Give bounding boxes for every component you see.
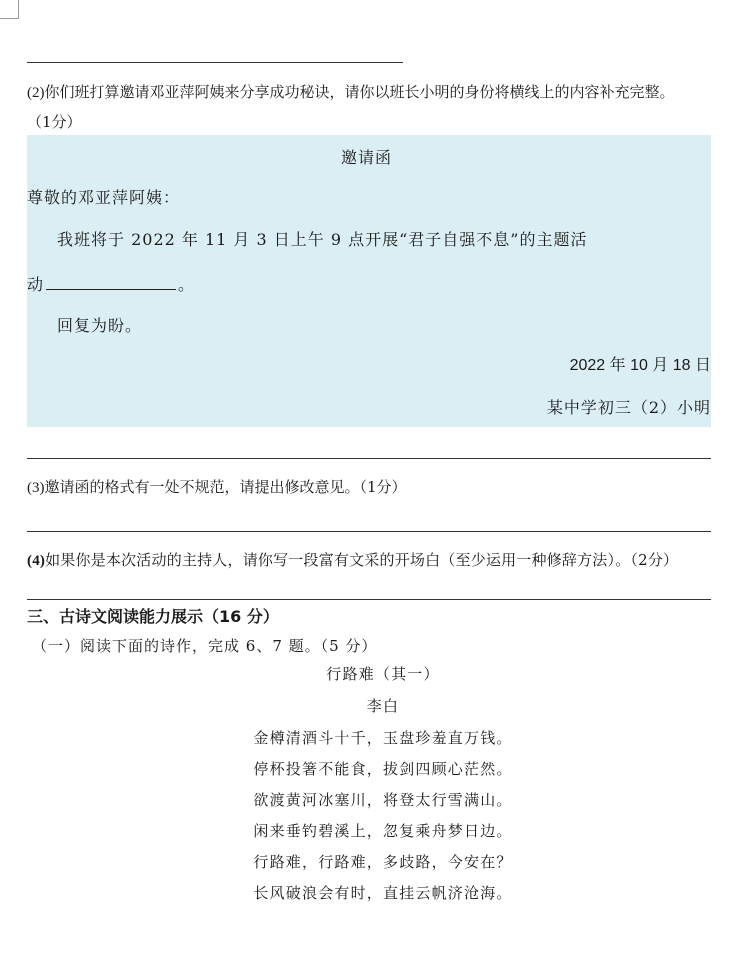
letter-title: 邀请函 [341, 148, 393, 167]
letter-fill-blank[interactable] [46, 273, 176, 290]
question-3-text: 邀请函的格式有一处不规范，请提出修改意见。（1分） [44, 478, 407, 496]
part-1-instruction: （一）阅读下面的诗作，完成 6、7 题。（5 分） [32, 637, 378, 655]
poem-title: 行路难（其一） [326, 665, 440, 683]
letter-body-line-2-end: 。 [178, 275, 196, 294]
question-4 [27, 550, 678, 571]
poem-line: 行路难，行路难，多歧路，今安在？ [253, 853, 513, 871]
poem-author: 李白 [366, 697, 400, 715]
question-3-number: (3) [27, 480, 45, 496]
poem-line: 停杯投箸不能食，拔剑四顾心茫然。 [253, 760, 513, 778]
page-corner-mark [0, 0, 19, 19]
answer-line-4[interactable] [27, 599, 711, 600]
question-4-number: (4) [27, 553, 46, 569]
question-2 [27, 82, 675, 103]
answer-line-1[interactable] [27, 62, 403, 63]
letter-closing: 回复为盼。 [57, 316, 143, 335]
question-3 [27, 477, 407, 498]
letter-body-line-1: 我班将于 2022 年 11 月 3 日上午 9 点开展“君子自强不息”的主题活 [57, 230, 588, 249]
letter-body-line-2 [27, 273, 195, 296]
poem-line: 欲渡黄河冰塞川，将登太行雪满山。 [253, 791, 513, 809]
section-3-title: 三、古诗文阅读能力展示（16 分） [27, 607, 279, 626]
question-2-score: （1分） [27, 113, 82, 131]
poem-line: 长风破浪会有时，直挂云帆济沧海。 [253, 884, 513, 902]
poem-line: 金樽清酒斗十千，玉盘珍羞直万钱。 [253, 729, 513, 747]
letter-signature: 某中学初三（2）小明 [546, 398, 711, 417]
question-2-text: 你们班打算邀请邓亚萍阿姨来分享成功秘诀，请你以班长小明的身份将横线上的内容补充完整。 [44, 83, 675, 101]
question-2-number: (2) [27, 85, 45, 101]
letter-salutation: 尊敬的邓亚萍阿姨： [27, 188, 181, 207]
invitation-letter [27, 135, 711, 427]
answer-line-2[interactable] [27, 458, 711, 459]
letter-body-line-2-start: 动 [27, 275, 45, 294]
question-4-text: 如果你是本次活动的主持人，请你写一段富有文采的开场白（至少运用一种修辞方法）。（2分） [45, 551, 679, 569]
answer-line-3[interactable] [27, 531, 711, 532]
poem-line: 闲来垂钓碧溪上，忽复乘舟梦日边。 [253, 822, 513, 840]
letter-date: 2022 年 10 月 18 日 [569, 357, 711, 374]
